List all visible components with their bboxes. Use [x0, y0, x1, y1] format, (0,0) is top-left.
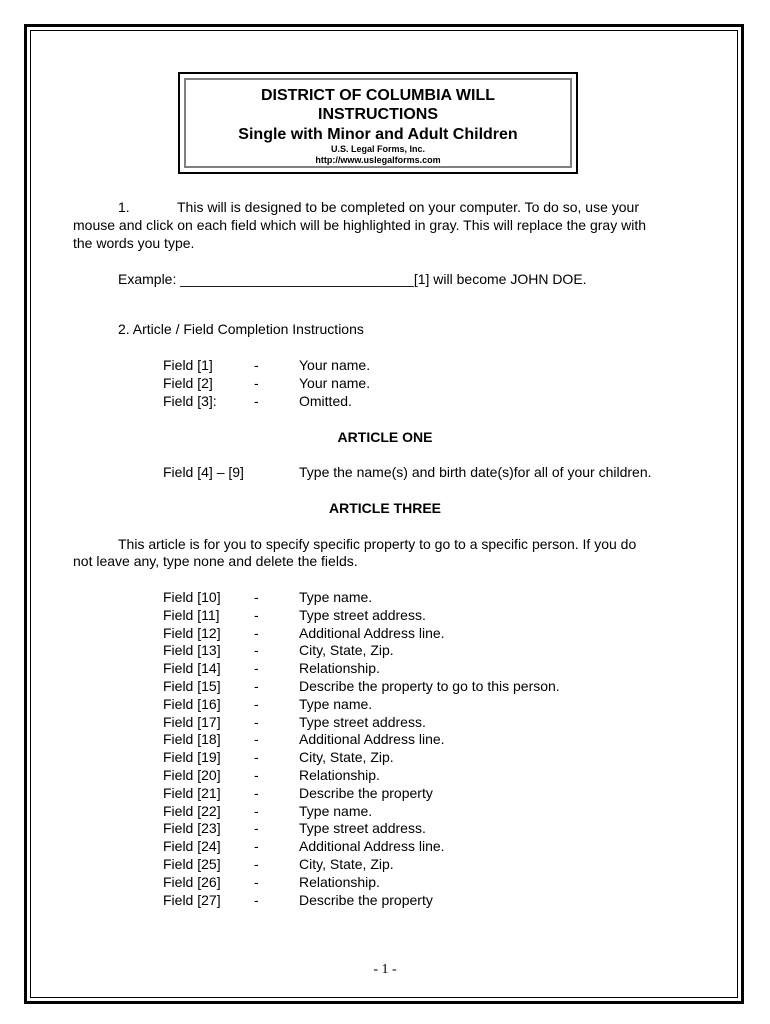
title-subtitle: Single with Minor and Adult Children [238, 126, 518, 143]
title-line-2: INSTRUCTIONS [318, 106, 438, 123]
field-label: Field [2] [163, 375, 213, 391]
field-row [0, 766, 770, 784]
field-label: Field [15] [163, 678, 221, 694]
field-row [0, 784, 770, 802]
field-row [0, 606, 770, 624]
field-row [0, 891, 770, 909]
field-row [0, 873, 770, 891]
title-company: U.S. Legal Forms, Inc. [330, 144, 426, 154]
field-dash: - [254, 784, 259, 801]
title-box [184, 78, 572, 168]
field-dash: - [254, 642, 259, 659]
field-label: Field [19] [163, 749, 221, 766]
field-desc: Type name. [299, 695, 373, 712]
example-text: Example: ______________________________[1] will become JOHN DOE. [118, 271, 587, 287]
field-label: Field [25] [163, 856, 221, 872]
field-dash: - [254, 393, 259, 409]
field-label: Field [3]: [163, 393, 217, 409]
field-label: Field [24] [163, 838, 221, 855]
title-url: http://www.uslegalforms.com [315, 155, 441, 165]
intro-line-1: This will is designed to be completed on your computer. To do so, use your [177, 199, 639, 215]
field-label: Field [21] [163, 784, 221, 801]
field-label: Field [22] [163, 802, 221, 819]
title-line-1: DISTRICT OF COLUMBIA WILL [260, 87, 496, 104]
field-dash: - [254, 624, 259, 641]
field-dash: - [254, 606, 259, 623]
field-dash: - [254, 589, 259, 605]
field-desc: Describe the property [299, 891, 433, 908]
field-row [0, 374, 770, 392]
field-desc: Type street address. [299, 820, 426, 837]
field-dash: - [254, 767, 259, 783]
field-row [0, 802, 770, 820]
field-dash: - [254, 873, 259, 890]
field-desc: Relationship. [299, 767, 380, 783]
field-row [0, 837, 770, 855]
field-row [0, 624, 770, 642]
field-dash: - [254, 749, 259, 766]
page-number: - 1 - [373, 962, 397, 977]
field-dash: - [254, 713, 259, 730]
field-row [0, 730, 770, 748]
field-dash: - [254, 731, 259, 748]
field-dash: - [254, 357, 259, 373]
field-desc: City, State, Zip. [299, 856, 394, 872]
intro-line-2: mouse and click on each field which will be highlighted in gray. This will replace the gray with [73, 217, 646, 233]
intro-line-3: the words you type. [73, 235, 195, 251]
field-desc: Omitted. [299, 393, 352, 409]
article-three-para-line-2: not leave any, type none and delete the fields. [73, 553, 358, 569]
field-label: Field [26] [163, 873, 221, 890]
field-desc: City, State, Zip. [299, 749, 394, 766]
field-desc: Your name. [299, 375, 371, 391]
field-desc: Relationship. [299, 660, 380, 677]
field-dash: - [254, 375, 259, 391]
field-dash: - [254, 838, 259, 855]
field-row [0, 855, 770, 873]
field-label: Field [20] [163, 767, 221, 783]
section-2-heading: 2. Article / Field Completion Instructions [118, 321, 364, 337]
article-one-field-label: Field [4] – [9] [163, 464, 244, 480]
field-desc: Relationship. [299, 873, 380, 890]
field-row [0, 641, 770, 659]
article-one-field-row [0, 463, 770, 481]
field-label: Field [13] [163, 642, 221, 659]
field-label: Field [12] [163, 624, 221, 641]
field-row [0, 392, 770, 410]
field-dash: - [254, 856, 259, 872]
field-desc: Your name. [299, 357, 371, 373]
article-one-field-desc: Type the name(s) and birth date(s)for all of your children. [299, 464, 652, 480]
field-label: Field [23] [163, 820, 221, 837]
field-row [0, 659, 770, 677]
field-desc: Type name. [299, 802, 373, 819]
field-label: Field [14] [163, 660, 221, 677]
field-row [0, 677, 770, 695]
field-desc: Describe the property [299, 784, 433, 801]
field-dash: - [254, 695, 259, 712]
field-dash: - [254, 891, 259, 908]
field-desc: Type name. [299, 589, 373, 605]
field-desc: Describe the property to go to this person. [299, 678, 560, 694]
field-label: Field [10] [163, 589, 221, 605]
field-label: Field [1] [163, 357, 213, 373]
field-desc: Type street address. [299, 713, 426, 730]
article-three-heading: ARTICLE THREE [329, 500, 441, 516]
field-row [0, 695, 770, 713]
article-one-heading: ARTICLE ONE [337, 429, 433, 445]
field-row [0, 819, 770, 837]
field-dash: - [254, 660, 259, 677]
field-desc: City, State, Zip. [299, 642, 394, 659]
field-desc: Additional Address line. [299, 731, 445, 748]
article-three-para-line-1: This article is for you to specify specific property to go to a specific person. If you do [118, 536, 637, 552]
field-row [0, 748, 770, 766]
field-row [0, 356, 770, 374]
field-dash: - [254, 820, 259, 837]
field-desc: Additional Address line. [299, 838, 445, 855]
field-label: Field [18] [163, 731, 221, 748]
field-label: Field [11] [163, 606, 220, 623]
field-desc: Type street address. [299, 606, 426, 623]
field-label: Field [17] [163, 713, 221, 730]
field-label: Field [16] [163, 695, 221, 712]
field-row [0, 588, 770, 606]
field-dash: - [254, 678, 259, 694]
field-row [0, 713, 770, 731]
intro-number: 1. [118, 199, 130, 215]
field-label: Field [27] [163, 891, 221, 908]
field-dash: - [254, 802, 259, 819]
field-desc: Additional Address line. [299, 624, 445, 641]
